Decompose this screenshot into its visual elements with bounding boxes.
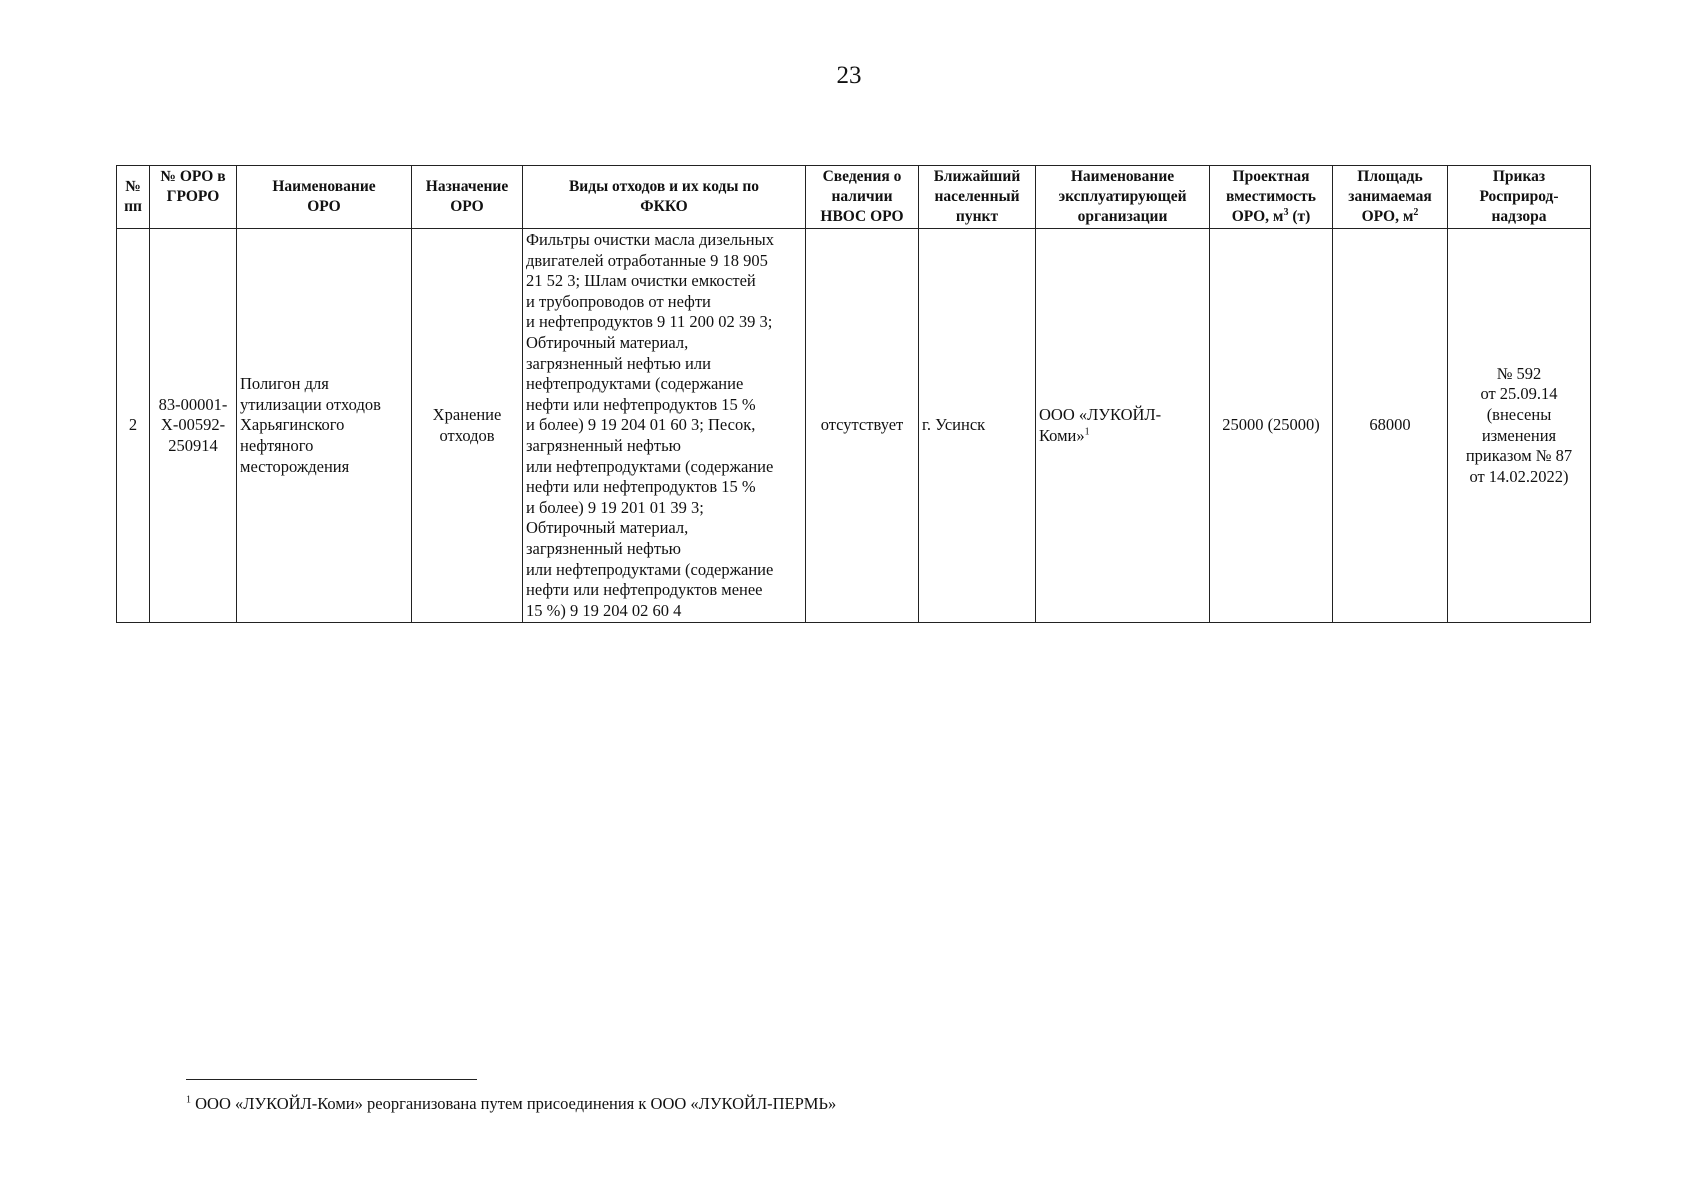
- cell-nvos: отсутствует: [806, 229, 919, 623]
- header-capacity: Проектная вместимость ОРО, $м^3$ (т): [1210, 166, 1333, 229]
- table-header-row: [117, 166, 1591, 229]
- cell-waste-types: Фильтры очистки масла дизельных двигателей отработанные 9 18 905 21 52 3; Шлам очистки емкостей и трубопроводов от нефти и нефтепродуктов 9 11 200 02 39 3; Обтирочный материал, загрязненный нефтью или нефтепродуктами (содержание нефти или нефтепродуктов 15 % и более) 9 19 204 01 60 3; Песок, загрязненный нефтью или нефтепродуктами (содержание нефти или нефтепродуктов 15 % и более) 9 19 201 01 39 3; Обтирочный материал, загрязненный нефтью или нефтепродуктами (содержание нефти или нефтепродуктов менее 15 %) 9 19 204 02 60 4: [523, 229, 806, 623]
- waste-facilities-table: [116, 165, 1591, 623]
- cell-area: 68000: [1333, 229, 1448, 623]
- footnote-divider: [186, 1079, 477, 1080]
- header-name: Наименование ОРО: [237, 166, 412, 229]
- footnote: [186, 1094, 836, 1114]
- footnote-marker: 1: [186, 1094, 191, 1106]
- header-settlement: Ближайший населенный пункт: [919, 166, 1036, 229]
- cell-num: 2: [117, 229, 150, 623]
- header-num: № пп: [117, 166, 150, 229]
- header-order: Приказ Росприрод- надзора: [1448, 166, 1591, 229]
- footnote-ref: 1: [1084, 426, 1090, 438]
- header-gro-number: № ОРО в ГРОРО: [150, 166, 237, 229]
- cell-facility-name: Полигон для утилизации отходов Харьягинского нефтяного месторождения: [237, 229, 412, 623]
- header-area: Площадь занимаемая ОРО, $м^2$: [1333, 166, 1448, 229]
- cell-order: № 592 от 25.09.14 (внесены изменения приказом № 87 от 14.02.2022): [1448, 229, 1591, 623]
- table-row: [117, 229, 1591, 623]
- header-purpose: Назначение ОРО: [412, 166, 523, 229]
- cell-capacity: 25000 (25000): [1210, 229, 1333, 623]
- footnote-text: ООО «ЛУКОЙЛ-Коми» реорганизована путем присоединения к ООО «ЛУКОЙЛ-ПЕРМЬ»: [191, 1094, 837, 1113]
- header-nvos: Сведения о наличии НВОС ОРО: [806, 166, 919, 229]
- cell-gro-number: 83-00001- Х-00592- 250914: [150, 229, 237, 623]
- cell-purpose: Хранение отходов: [412, 229, 523, 623]
- header-operator: Наименование эксплуатирующей организации: [1036, 166, 1210, 229]
- header-waste-types: Виды отходов и их коды по ФККО: [523, 166, 806, 229]
- cell-settlement: г. Усинск: [919, 229, 1036, 623]
- cell-operator: ООО «ЛУКОЙЛ- Коми»$^1$: [1036, 229, 1210, 623]
- page-number: 23: [836, 62, 862, 89]
